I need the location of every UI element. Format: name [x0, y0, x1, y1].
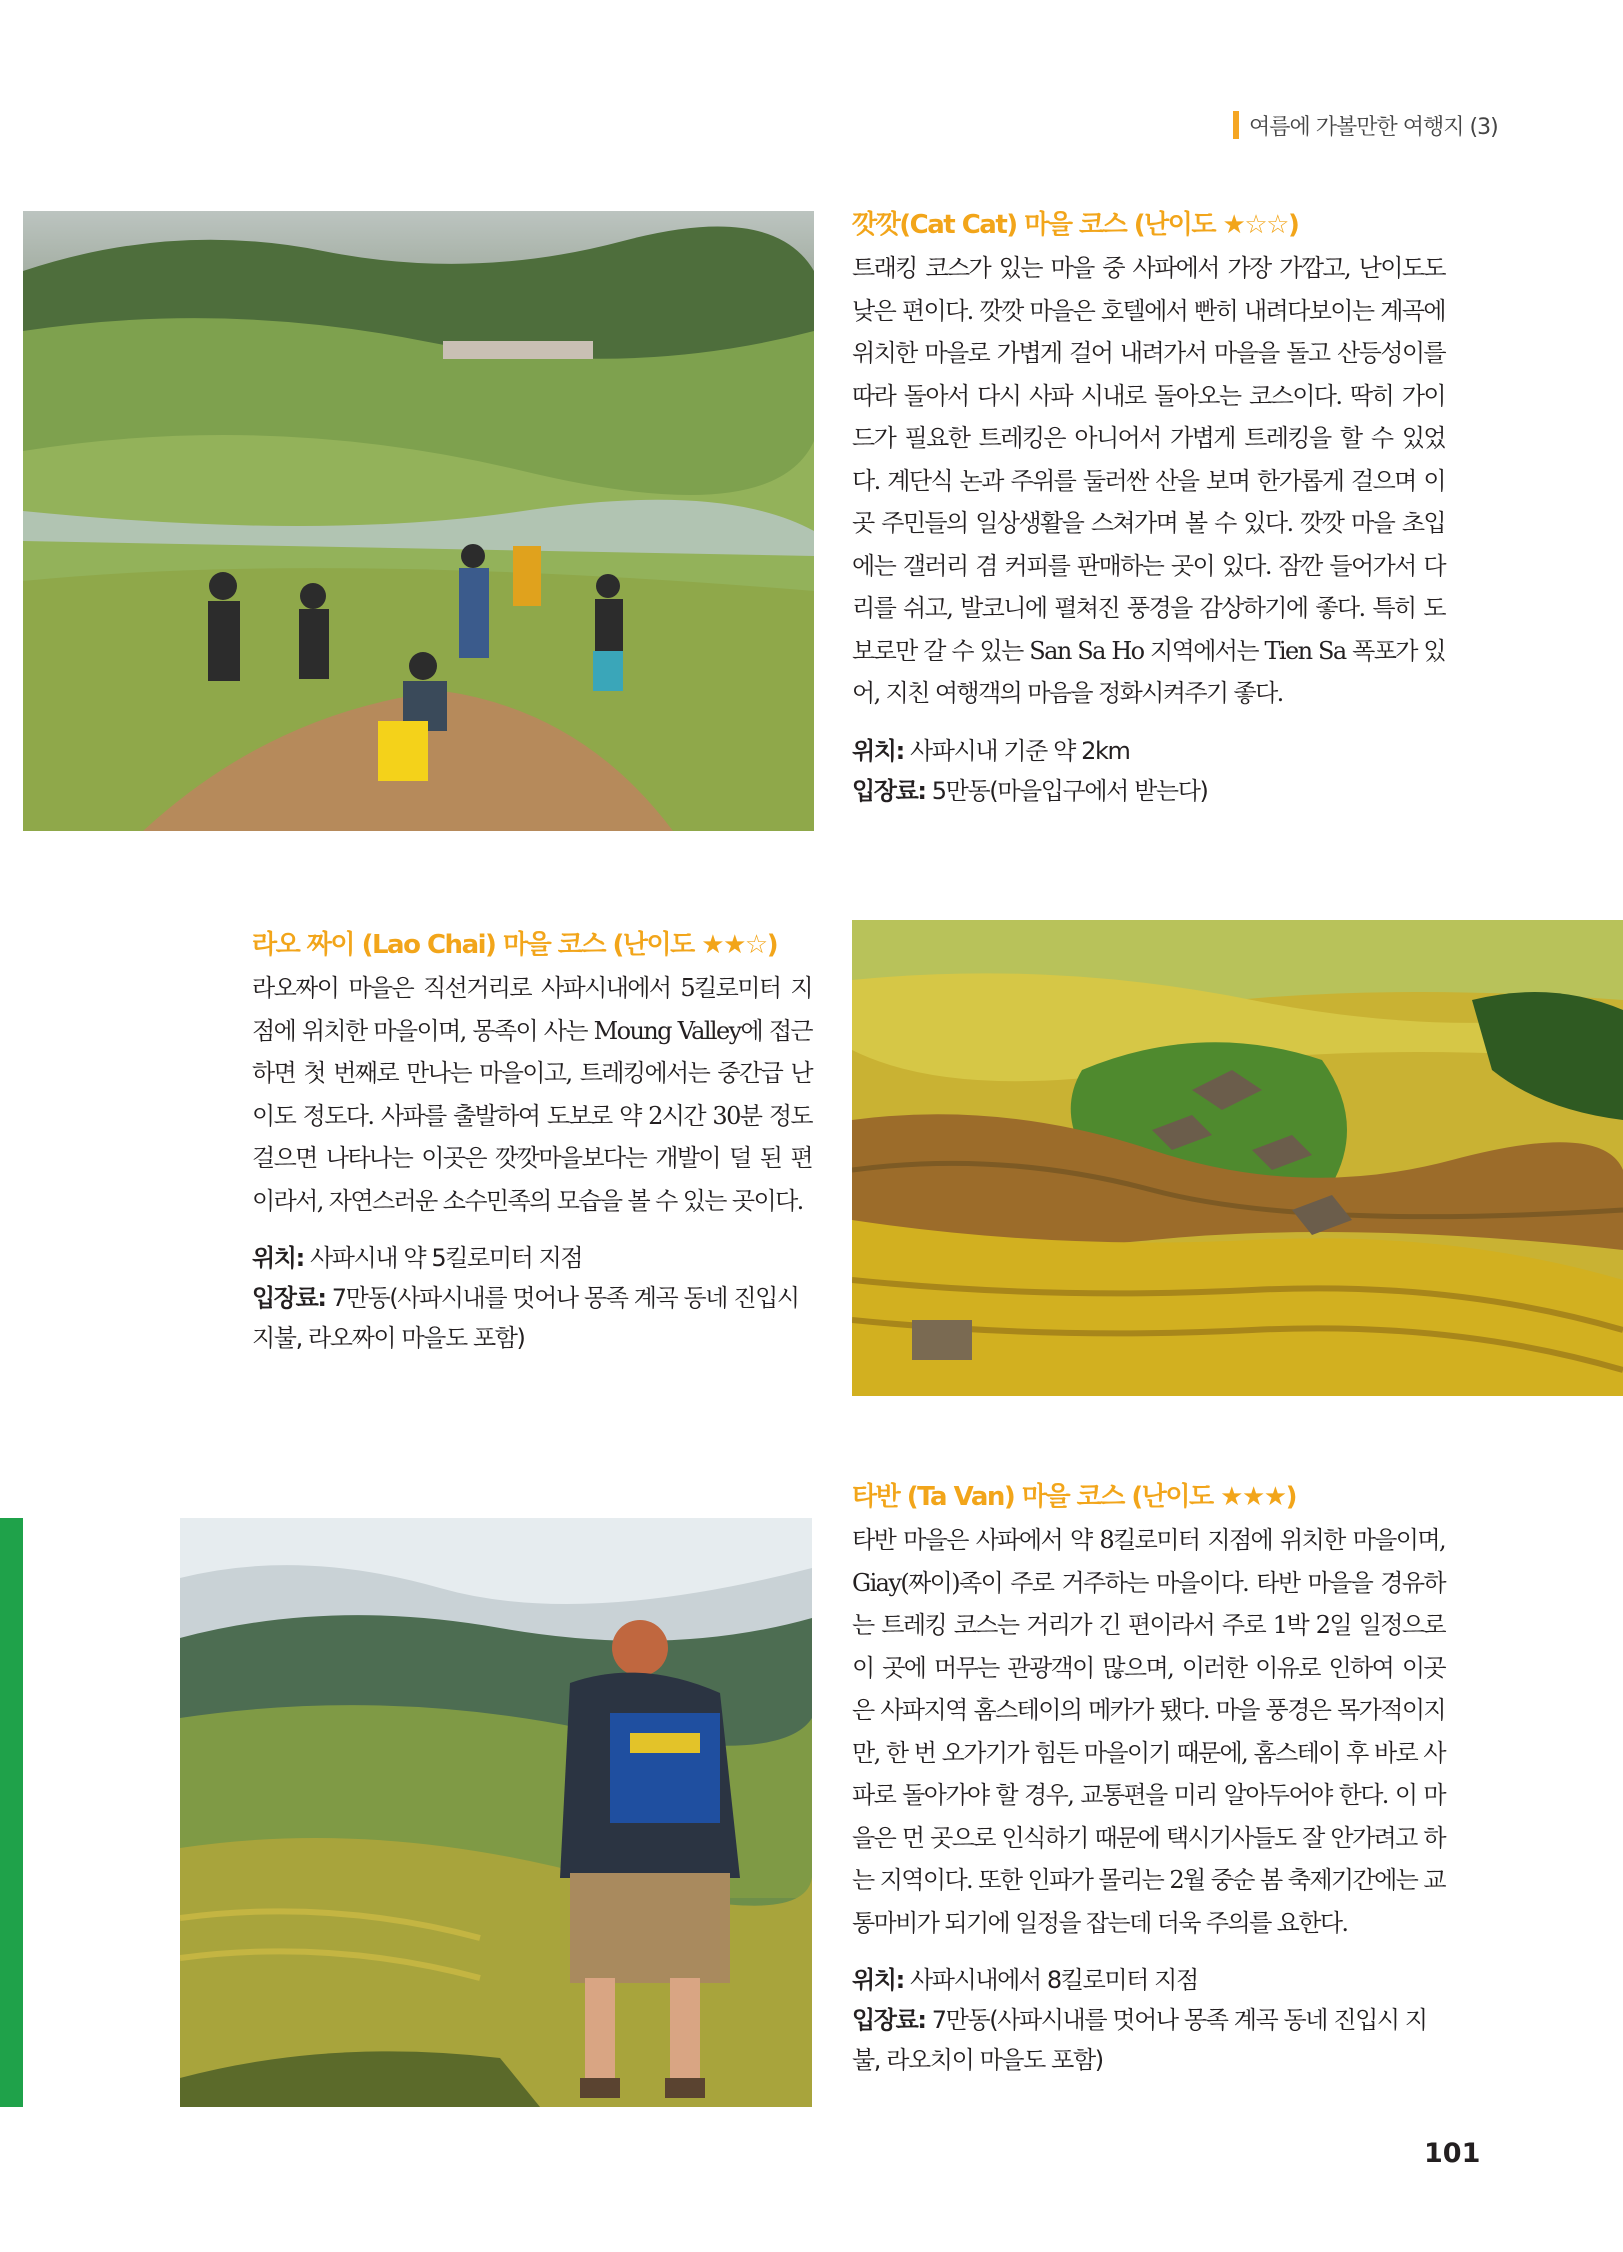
location-value: 사파시내 기준 약 2km	[910, 736, 1130, 765]
lao-chai-terraces-photo	[852, 920, 1623, 1396]
fee-line	[252, 1278, 812, 1358]
fee-value: 7만동(사파시내를 멋어나 몽족 계곡 동네 진입시 지불, 라오치이 마을도 포함)	[852, 2006, 1427, 2074]
location-label: 위치:	[852, 1966, 904, 1994]
section-meta	[252, 1238, 812, 1358]
fee-label: 입장료:	[852, 776, 926, 805]
fee-line	[852, 2000, 1445, 2080]
running-title: 여름에 가볼만한 여행지 (3)	[1249, 114, 1498, 140]
section-lao-chai	[252, 924, 812, 1358]
ta-van-hiker-photo	[180, 1518, 812, 2107]
fee-value: 7만동(사파시내를 멋어나 몽족 계곡 동네 진입시 지불, 라오짜이 마을도 포함)	[252, 1284, 799, 1352]
header-accent-bar	[1233, 111, 1239, 139]
fee-label: 입장료:	[252, 1284, 326, 1312]
section-cat-cat	[852, 204, 1445, 811]
section-title: 라오 짜이 (Lao Chai) 마을 코스 (난이도 ★★☆)	[252, 930, 778, 960]
section-meta	[852, 1960, 1445, 2080]
fee-label: 입장료:	[852, 2006, 926, 2034]
location-line	[852, 731, 1445, 771]
section-meta	[852, 731, 1445, 811]
running-header	[1233, 108, 1498, 142]
page-number: 101	[1424, 2138, 1481, 2169]
location-value: 사파시내에서 8킬로미터 지점	[910, 1966, 1198, 1994]
location-label: 위치:	[852, 736, 904, 765]
location-line	[252, 1238, 812, 1278]
cat-cat-group-photo	[23, 211, 814, 831]
section-body: 타반 마을은 사파에서 약 8킬로미터 지점에 위치한 마을이며, Giay(짜이)족이 주로 거주하는 마을이다. 타반 마을을 경유하는 트레킹 코스는 거리가 긴 편이라서 주로 1박 2일 일정으로 이 곳에 머무는 관광객이 많으며, 이러한 이유로 인하여 이곳은 사파지역 홈스테이의 메카가 됐다. 마을 풍경은 목가적이지만, 한 번 오가기가 힘든 마을이기 때문에, 홈스테이 후 바로 사파로 돌아가야 할 경우, 교통편을 미리 알아두어야 한다. 이 마을은 먼 곳으로 인식하기 때문에 택시기사들도 잘 안가려고 하는 지역이다. 또한 인파가 몰리는 2월 중순 봄 축제기간에는 교통마비가 되기에 일정을 잡는데 더욱 주의를 요한다.	[852, 1526, 1445, 1937]
section-title: 타반 (Ta Van) 마을 코스 (난이도 ★★★)	[852, 1482, 1296, 1512]
section-title: 깟깟(Cat Cat) 마을 코스 (난이도 ★☆☆)	[852, 210, 1299, 240]
section-body: 트래킹 코스가 있는 마을 중 사파에서 가장 가깝고, 난이도도 낮은 편이다. 깟깟 마을은 호텔에서 빤히 내려다보이는 계곡에 위치한 마을로 가볍게 걸어 내려가서 마을을 돌고 산등성이를 따라 돌아서 다시 사파 시내로 돌아오는 코스이다. 딱히 가이드가 필요한 트레킹은 아니어서 가볍게 트레킹을 할 수 있었다. 계단식 논과 주위를 둘러싼 산을 보며 한가롭게 걸으며 이곳 주민들의 일상생활을 스쳐가며 볼 수 있다. 깟깟 마을 초입에는 갤러리 겸 커피를 판매하는 곳이 있다. 잠깐 들어가서 다리를 쉬고, 발코니에 펼쳐진 풍경을 감상하기에 좋다. 특히 도보로만 갈 수 있는 San Sa Ho 지역에서는 Tien Sa 폭포가 있어, 지친 여행객의 마음을 정화시켜주기 좋다.	[852, 254, 1445, 707]
fee-value: 5만동(마을입구에서 받는다)	[931, 776, 1208, 805]
fee-line	[852, 771, 1445, 811]
location-value: 사파시내 약 5킬로미터 지점	[310, 1244, 583, 1272]
section-ta-van	[852, 1476, 1445, 2080]
side-color-strip	[0, 1518, 23, 2107]
section-body: 라오짜이 마을은 직선거리로 사파시내에서 5킬로미터 지점에 위치한 마을이며, 몽족이 사는 Moung Valley에 접근하면 첫 번째로 만나는 마을이고, 트레킹에서는 중간급 난이도 정도다. 사파를 출발하여 도보로 약 2시간 30분 정도 걸으면 나타나는 이곳은 깟깟마을보다는 개발이 덜 된 편이라서, 자연스러운 소수민족의 모습을 볼 수 있는 곳이다.	[252, 974, 812, 1215]
location-line	[852, 1960, 1445, 2000]
location-label: 위치:	[252, 1244, 304, 1272]
